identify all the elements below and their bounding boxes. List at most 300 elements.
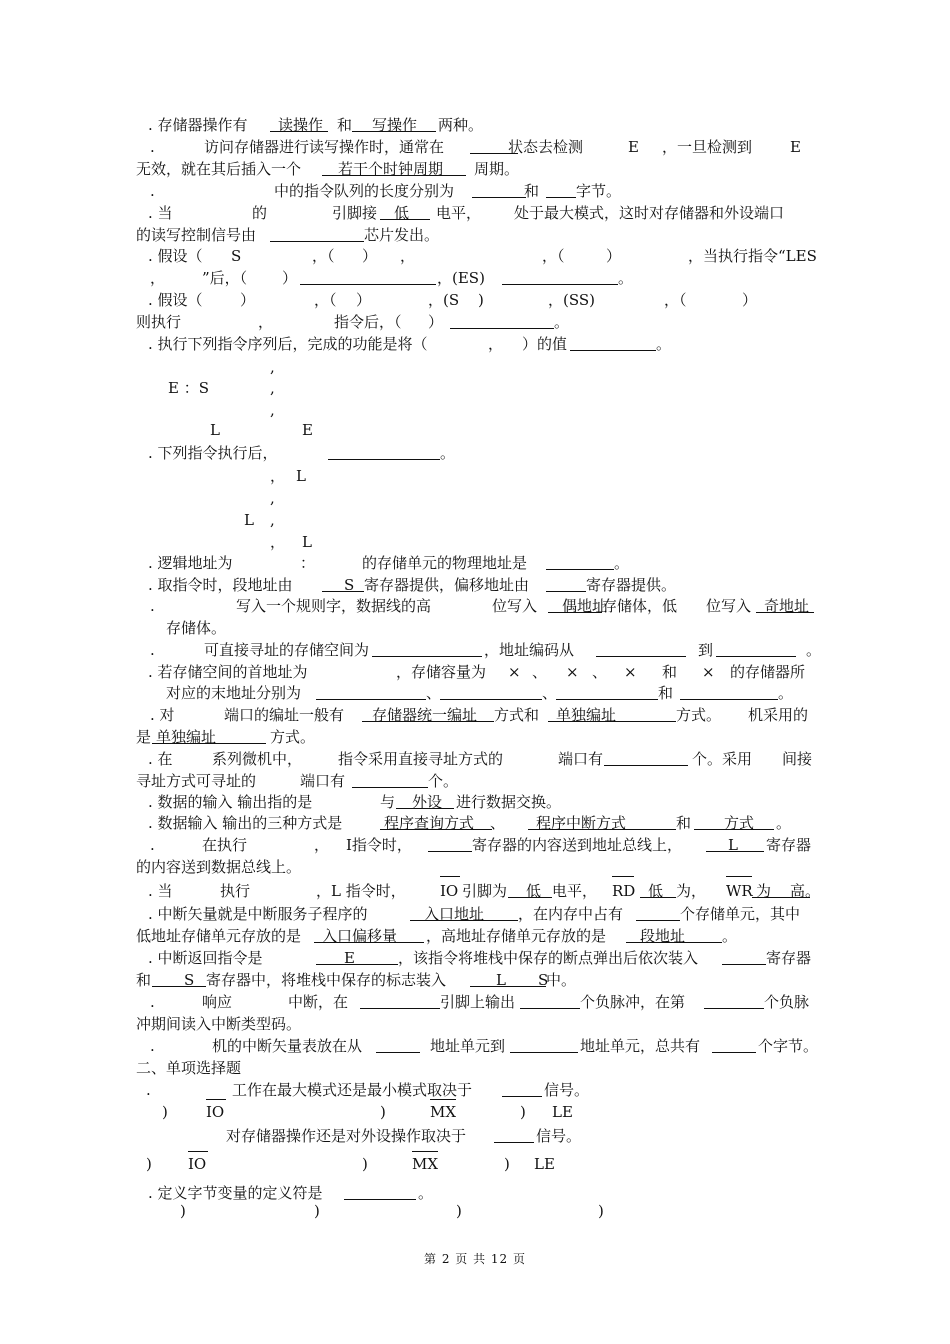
text-segment: ） (428, 313, 444, 331)
text-segment: . 取指令时，段地址由 (148, 576, 293, 594)
text-line (0, 1101, 950, 1123)
text-segment: 执行 (220, 882, 251, 900)
answer-blank-underline (322, 175, 466, 176)
text-line (0, 224, 950, 246)
text-segment: 存储体。 (166, 619, 227, 637)
text-segment: × (624, 663, 637, 681)
text-segment: 则执行 (136, 313, 182, 331)
text-segment: ”后，（ (202, 269, 248, 287)
text-segment: 和 (662, 663, 678, 681)
text-segment: ，（ (542, 247, 565, 265)
text-segment: 写入一个规则字，数据线的高 (236, 597, 432, 615)
text-segment: ，（ (312, 247, 335, 265)
text-segment: . (150, 641, 155, 659)
answer-blank-underline (300, 284, 436, 285)
text-segment: × (508, 663, 521, 681)
text-segment: 响应 (202, 993, 233, 1011)
text-line (0, 947, 950, 969)
text-segment: 对存储器操作还是对外设操作取决于 (226, 1127, 467, 1145)
text-segment: ，高地址存储单元存放的是 (426, 927, 607, 945)
text-segment: ) (504, 1155, 510, 1173)
text-segment: 。 (614, 554, 630, 572)
signal-overbar (726, 876, 752, 877)
text-segment: 可直接寻址的存储空间为 (204, 641, 370, 659)
answer-blank-underline (322, 591, 364, 592)
answer-blank-underline (396, 808, 454, 809)
text-segment: 高。 (790, 882, 821, 900)
text-segment: . 对 (150, 706, 175, 724)
text-line (0, 834, 950, 856)
text-segment: 信号。 (536, 1127, 582, 1145)
answer-blank-underline (270, 131, 328, 132)
text-segment: 偶地址 (562, 597, 608, 615)
text-segment: 、 (426, 684, 442, 702)
text-segment: 、 (532, 663, 548, 681)
text-segment: ，L 指令时， (316, 882, 406, 900)
text-segment: ， (400, 247, 416, 265)
text-segment: ) (146, 1155, 152, 1173)
text-segment: ，（ (664, 291, 687, 309)
text-line (0, 856, 950, 878)
answer-blank-underline (680, 699, 778, 700)
text-segment: 方式 (724, 814, 755, 832)
text-segment: I指令时， (346, 836, 412, 854)
text-segment: LE (552, 1103, 573, 1121)
answer-blank-underline (640, 897, 676, 898)
text-segment: . 数据输入 输出的三种方式是 (148, 814, 343, 832)
text-segment: 。 (656, 335, 672, 353)
text-segment: , (270, 401, 275, 419)
text-segment: 引脚为 (462, 882, 508, 900)
text-line (0, 333, 950, 355)
text-segment: 对应的末地址分别为 (166, 684, 302, 702)
answer-blank-underline (152, 743, 266, 744)
answer-blank-underline (270, 241, 364, 242)
text-segment: 为 (756, 882, 772, 900)
answer-blank-underline (712, 1052, 756, 1053)
text-line (0, 1200, 950, 1222)
answer-blank-underline (470, 986, 546, 987)
text-segment: ） (356, 291, 372, 309)
answer-blank-underline (380, 219, 430, 220)
text-segment: 寄存器提供。 (586, 576, 677, 594)
text-segment: 为， (676, 882, 707, 900)
text-segment: 低 (648, 882, 664, 900)
text-segment: MX (430, 1103, 457, 1121)
text-segment: . 若存储空间的首地址为 (148, 663, 308, 681)
text-segment: 方式。 (676, 706, 722, 724)
text-line (0, 136, 950, 158)
text-segment: 周期。 (474, 160, 520, 178)
text-line (0, 880, 950, 902)
text-segment: ，(ES) (437, 269, 485, 287)
text-segment: ，在内存中占有 (518, 905, 624, 923)
signal-overbar (440, 876, 460, 877)
text-line (0, 617, 950, 639)
text-segment: ） (362, 247, 378, 265)
text-segment: . (150, 1037, 155, 1055)
text-segment: 个。 (428, 772, 459, 790)
text-segment: ） (606, 247, 622, 265)
answer-blank-underline (704, 1008, 764, 1009)
answer-blank-underline (352, 787, 428, 788)
text-segment: ，（ (314, 291, 337, 309)
answer-blank-underline (510, 1052, 578, 1053)
text-segment: E ：S (168, 379, 209, 397)
text-segment: 引脚上输出 (440, 993, 516, 1011)
text-line (0, 1125, 950, 1147)
text-segment: ，存储容量为 (396, 663, 487, 681)
answer-blank-underline (440, 699, 542, 700)
text-segment: 的存储单元的物理地址是 (362, 554, 528, 572)
text-segment: 程序中断方式 (536, 814, 627, 832)
text-segment: 二、单项选择题 (136, 1059, 242, 1077)
text-segment: 芯片发出。 (364, 226, 440, 244)
text-segment: 和 (658, 684, 674, 702)
text-line (0, 770, 950, 792)
text-segment: 。 (418, 1184, 434, 1202)
text-segment: LE (534, 1155, 555, 1173)
answer-blank-underline (380, 829, 492, 830)
text-segment: E (628, 138, 639, 156)
answer-blank-underline (706, 851, 764, 852)
text-segment: L (496, 971, 506, 989)
text-segment: 读操作 (278, 116, 324, 134)
text-line (0, 726, 950, 748)
answer-blank-underline (508, 897, 552, 898)
text-segment: 电平， (552, 882, 598, 900)
text-line (0, 465, 950, 487)
text-segment: , (270, 489, 275, 507)
text-segment: 。 (554, 313, 570, 331)
text-segment: , (270, 358, 275, 376)
text-line (0, 442, 950, 464)
text-segment: 个负脉冲，在第 (580, 993, 686, 1011)
text-segment: ) (180, 1202, 186, 1220)
text-segment: . 假设（ (148, 247, 203, 265)
text-line (0, 509, 950, 531)
text-segment: 间接 (782, 750, 813, 768)
answer-blank-underline (556, 699, 658, 700)
answer-blank-underline (548, 612, 602, 613)
text-segment: . 当 (148, 204, 173, 222)
text-segment: 在执行 (202, 836, 248, 854)
text-line (0, 1035, 950, 1057)
text-segment: , (270, 379, 275, 397)
text-line (0, 114, 950, 136)
text-segment: 指令采用直接寻址方式的 (338, 750, 504, 768)
text-segment: 引脚接 (332, 204, 378, 222)
text-segment: ） (240, 291, 256, 309)
text-segment: 方式。 (270, 728, 316, 746)
answer-blank-underline (722, 964, 766, 965)
answer-blank-underline (752, 897, 810, 898)
text-segment: 地址单元，总共有 (580, 1037, 701, 1055)
text-segment: 中断，在 (288, 993, 349, 1011)
text-segment: 个字节。 (758, 1037, 819, 1055)
text-segment: 单独编址 (556, 706, 617, 724)
text-segment: . 存储器操作有 (148, 116, 248, 134)
text-segment: 字节。 (576, 182, 622, 200)
text-segment: ) (478, 291, 484, 309)
text-segment: 访问存储器进行读写操作时，通常在 (204, 138, 445, 156)
text-segment: ， (314, 836, 330, 854)
text-segment: ) (380, 1103, 386, 1121)
text-line (0, 1057, 950, 1079)
text-segment: 中的指令队列的长度分别为 (274, 182, 455, 200)
answer-blank-underline (316, 699, 426, 700)
text-line (0, 399, 950, 421)
answer-blank-underline (410, 920, 518, 921)
text-line (0, 1013, 950, 1035)
answer-blank-underline (546, 591, 586, 592)
text-segment: . (150, 597, 155, 615)
signal-overbar (612, 876, 634, 877)
text-line (0, 595, 950, 617)
answer-blank-underline (502, 284, 618, 285)
answer-blank-underline (316, 964, 398, 965)
text-segment: 与 (380, 793, 396, 811)
text-segment: S (184, 971, 195, 989)
text-segment: 端口有 (300, 772, 346, 790)
text-segment: . (150, 993, 155, 1011)
text-segment: . 定义字节变量的定义符是 (148, 1184, 323, 1202)
text-line (0, 639, 950, 661)
text-segment: , (270, 511, 275, 529)
text-segment: × (566, 663, 579, 681)
text-segment: . 执行下列指令序列后，完成的功能是将（ (148, 335, 428, 353)
text-segment: ） (742, 291, 758, 309)
answer-blank-underline (548, 721, 676, 722)
text-segment: ， (270, 467, 286, 485)
text-segment: 。 (722, 927, 738, 945)
text-segment: 若干个时钟周期 (338, 160, 444, 178)
text-segment: ) (456, 1202, 462, 1220)
text-segment: 外设 (412, 793, 443, 811)
text-line (0, 267, 950, 289)
answer-blank-underline (502, 1096, 542, 1097)
text-line (0, 377, 950, 399)
text-segment: 。 (440, 444, 456, 462)
text-line (0, 311, 950, 333)
text-segment: 寄存器中，将堆栈中保存的标志装入 (206, 971, 447, 989)
text-line (0, 991, 950, 1013)
text-segment: ， (488, 335, 504, 353)
text-segment: 信号。 (544, 1081, 590, 1099)
text-line (0, 661, 950, 683)
text-segment: S (231, 247, 242, 265)
text-segment: 和 (136, 971, 152, 989)
text-segment: 存储体，低 (602, 597, 678, 615)
text-segment: 奇地址 (764, 597, 810, 615)
text-line (0, 531, 950, 553)
text-segment: ， (150, 269, 166, 287)
text-segment: L (244, 511, 254, 529)
text-line (0, 704, 950, 726)
text-segment: IO (440, 882, 459, 900)
text-segment: ，当执行指令“LES (688, 247, 817, 265)
text-segment: RD (612, 882, 636, 900)
text-line (0, 552, 950, 574)
text-segment: ， (270, 533, 286, 551)
text-segment: ） (282, 269, 298, 287)
text-segment: 写操作 (372, 116, 418, 134)
text-segment: L (728, 836, 738, 854)
text-line (0, 356, 950, 378)
text-segment: 电平， (436, 204, 482, 222)
answer-blank-underline (472, 197, 526, 198)
text-segment: 和 (676, 814, 692, 832)
text-segment: 程序查询方式 (384, 814, 475, 832)
text-segment: 和 (524, 182, 540, 200)
answer-blank-underline (604, 765, 688, 766)
text-segment: 存储器统一编址 (372, 706, 478, 724)
text-segment: 低地址存储单元存放的是 (136, 927, 302, 945)
text-segment: ，地址编码从 (484, 641, 575, 659)
text-segment: 入口地址 (424, 905, 485, 923)
signal-overbar (188, 1151, 208, 1152)
signal-overbar (206, 1099, 226, 1100)
page-footer: 第 2 页 共 12 页 (424, 1252, 526, 1266)
text-segment: 低 (526, 882, 542, 900)
text-segment: E (302, 421, 313, 439)
text-segment: 系列微机中， (212, 750, 303, 768)
text-segment: S (344, 576, 355, 594)
text-segment: 方式和 (494, 706, 540, 724)
text-line (0, 748, 950, 770)
text-segment: 是 (136, 728, 152, 746)
text-segment: ，(SS) (548, 291, 595, 309)
text-segment: E (344, 949, 355, 967)
text-segment: 进行数据交换。 (456, 793, 562, 811)
text-segment: 到 (698, 641, 714, 659)
answer-blank-underline (570, 350, 656, 351)
answer-blank-underline (546, 197, 576, 198)
text-segment: . 假设（ (148, 291, 203, 309)
text-segment: 地址单元到 (430, 1037, 506, 1055)
text-segment: 端口的编址一般有 (224, 706, 345, 724)
text-segment: 无效，就在其后插入一个 (136, 160, 302, 178)
text-segment: 寄存器的内容送到地址总线上， (472, 836, 683, 854)
text-segment: 个。采用 (692, 750, 753, 768)
text-segment: . (150, 836, 155, 854)
text-segment: 的 (252, 204, 268, 222)
text-line (0, 289, 950, 311)
answer-blank-underline (626, 942, 722, 943)
text-line (0, 1153, 950, 1175)
text-segment: 低 (394, 204, 410, 222)
answer-blank-underline (362, 721, 494, 722)
text-segment: 入口偏移量 (322, 927, 398, 945)
text-segment: L (302, 533, 312, 551)
answer-blank-underline (694, 829, 774, 830)
text-segment: E (790, 138, 801, 156)
answer-blank-underline (372, 656, 482, 657)
text-segment: 位写入 (492, 597, 538, 615)
text-segment: 。 (806, 641, 822, 659)
text-segment: 的读写控制信号由 (136, 226, 257, 244)
text-segment: MX (412, 1155, 439, 1173)
text-segment: ， (258, 313, 274, 331)
text-segment: 单独编址 (156, 728, 217, 746)
text-line (0, 812, 950, 834)
text-segment: . 逻辑地址为 (148, 554, 233, 572)
text-segment: . 下列指令执行后， (148, 444, 278, 462)
text-line (0, 158, 950, 180)
text-segment: ： (300, 554, 316, 572)
text-segment: 、 (490, 814, 506, 832)
text-segment: 机采用的 (748, 706, 809, 724)
text-segment: 。 (776, 814, 792, 832)
answer-blank-underline (470, 153, 518, 154)
text-segment: ) (598, 1202, 604, 1220)
answer-blank-underline (428, 851, 472, 852)
text-segment: 和 (337, 116, 353, 134)
text-segment: 个存储单元，其中 (680, 905, 801, 923)
text-segment: 位写入 (706, 597, 752, 615)
text-segment: 机的中断矢量表放在从 (212, 1037, 363, 1055)
text-segment: ，该指令将堆栈中保存的断点弹出后依次装入 (398, 949, 699, 967)
answer-blank-underline (314, 942, 424, 943)
text-segment: S (538, 971, 549, 989)
text-segment: ) (314, 1202, 320, 1220)
text-segment: . (150, 182, 155, 200)
text-segment: 中。 (546, 971, 577, 989)
text-segment: ）的值 (522, 335, 568, 353)
answer-blank-underline (494, 1142, 534, 1143)
text-segment: 寄存器 (766, 949, 812, 967)
text-segment: × (702, 663, 715, 681)
text-line (0, 1079, 950, 1101)
text-segment: 寄存器 (766, 836, 812, 854)
signal-overbar (430, 1099, 456, 1100)
text-segment: WR (726, 882, 753, 900)
answer-blank-underline (360, 1008, 440, 1009)
text-segment: 、 (542, 684, 558, 702)
text-segment: L (210, 421, 220, 439)
text-line (0, 487, 950, 509)
text-segment: 段地址 (640, 927, 686, 945)
answer-blank-underline (328, 459, 440, 460)
text-segment: 。 (778, 684, 794, 702)
text-segment: 端口有 (558, 750, 604, 768)
text-segment: L (296, 467, 306, 485)
text-segment: . 中断返回指令是 (148, 949, 263, 967)
text-segment: 两种。 (438, 116, 484, 134)
text-segment: 寻址方式可寻址的 (136, 772, 257, 790)
text-segment: . (150, 138, 155, 156)
text-segment: ) (362, 1155, 368, 1173)
answer-blank-underline (596, 656, 686, 657)
text-line (0, 682, 950, 704)
text-line (0, 791, 950, 813)
text-segment: IO (188, 1155, 207, 1173)
answer-blank-underline (152, 986, 206, 987)
text-segment: 的存储器所 (730, 663, 806, 681)
text-line (0, 925, 950, 947)
answer-blank-underline (376, 1052, 420, 1053)
text-line (0, 969, 950, 991)
text-segment: 冲期间读入中断类型码。 (136, 1015, 302, 1033)
text-segment: 处于最大模式，这时对存储器和外设端口 (514, 204, 785, 222)
text-line (0, 180, 950, 202)
signal-overbar (412, 1151, 438, 1152)
text-segment: ) (520, 1103, 526, 1121)
text-segment: 、 (592, 663, 608, 681)
text-line (0, 202, 950, 224)
text-segment: . (146, 1081, 151, 1099)
text-segment: 寄存器提供，偏移地址由 (364, 576, 530, 594)
